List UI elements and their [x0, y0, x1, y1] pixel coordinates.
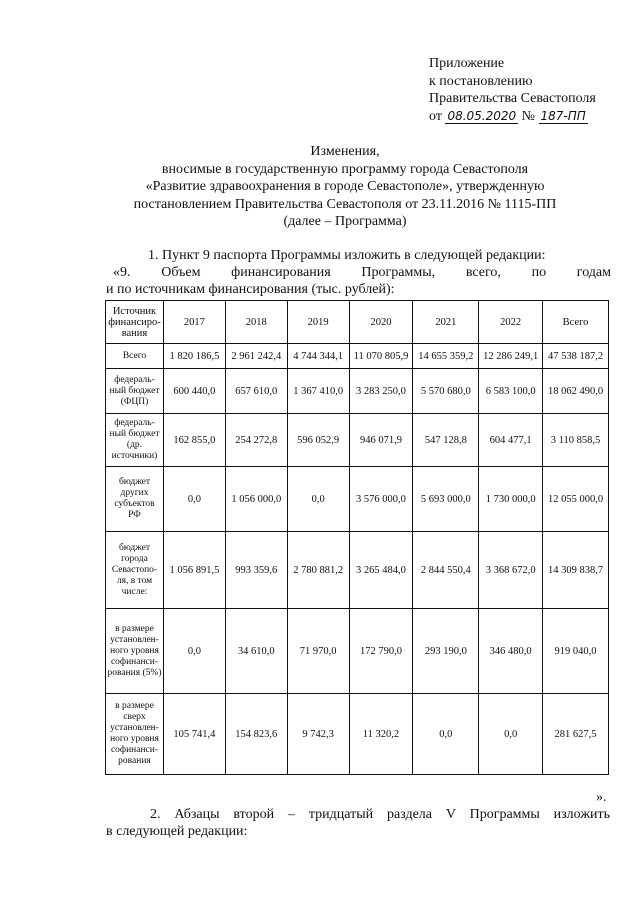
- row-label: бюджет других субъектов РФ: [106, 467, 164, 532]
- paragraph-2: «9. Объем финансирования Программы, всего, по годам: [113, 265, 611, 280]
- table-cell: 47 538 187,2: [543, 344, 609, 369]
- number-prefix: №: [521, 108, 536, 124]
- table-cell: 657 610,0: [225, 369, 287, 414]
- table-cell: 12 055 000,0: [543, 467, 609, 532]
- table-cell: 346 480,0: [479, 609, 543, 694]
- table-cell: 1 056 000,0: [225, 467, 287, 532]
- table-row: [106, 414, 609, 467]
- row-label: в размере сверх установлен-ного уровня софинанси-рования: [106, 694, 164, 775]
- table-row: [106, 694, 609, 775]
- table-cell: 946 071,9: [349, 414, 413, 467]
- table-cell: 5 693 000,0: [413, 467, 479, 532]
- table-row: [106, 344, 609, 369]
- appendix-line-2: к постановлению: [429, 73, 533, 89]
- header-total: Всего: [543, 301, 609, 344]
- table-cell: 919 040,0: [543, 609, 609, 694]
- table-cell: 3 265 484,0: [349, 532, 413, 609]
- header-2017: 2017: [163, 301, 225, 344]
- table-cell: 547 128,8: [413, 414, 479, 467]
- paragraph-1: 1. Пункт 9 паспорта Программы изложить в следующей редакции:: [148, 248, 546, 263]
- table-header-row: [106, 301, 609, 344]
- title-line-3: «Развитие здравоохранения в городе Севастополе», утвержденную: [145, 179, 545, 194]
- title-line-1: Изменения,: [310, 144, 380, 159]
- table-cell: 0,0: [479, 694, 543, 775]
- table-cell: 154 823,6: [225, 694, 287, 775]
- table-cell: 3 368 672,0: [479, 532, 543, 609]
- table-cell: 600 440,0: [163, 369, 225, 414]
- table-cell: 9 742,3: [287, 694, 349, 775]
- closing-quote: ».: [596, 790, 607, 805]
- table-cell: 14 309 838,7: [543, 532, 609, 609]
- table-cell: 3 576 000,0: [349, 467, 413, 532]
- table-cell: 5 570 680,0: [413, 369, 479, 414]
- document-title: [90, 143, 600, 231]
- table-row: [106, 609, 609, 694]
- row-label: Всего: [106, 344, 164, 369]
- table-cell: 6 583 100,0: [479, 369, 543, 414]
- table-cell: 4 744 344,1: [287, 344, 349, 369]
- paragraph-3: и по источникам финансирования (тыс. рублей):: [106, 282, 395, 297]
- table-cell: 18 062 490,0: [543, 369, 609, 414]
- table-cell: 162 855,0: [163, 414, 225, 467]
- table-cell: 1 820 186,5: [163, 344, 225, 369]
- table-cell: 71 970,0: [287, 609, 349, 694]
- table-cell: 11 070 805,9: [349, 344, 413, 369]
- table-row: [106, 532, 609, 609]
- table-row: [106, 369, 609, 414]
- table-cell: 1 056 891,5: [163, 532, 225, 609]
- table-cell: 12 286 249,1: [479, 344, 543, 369]
- table-cell: 1 367 410,0: [287, 369, 349, 414]
- header-2019: 2019: [287, 301, 349, 344]
- appendix-line-1: Приложение: [429, 56, 505, 71]
- title-line-2: вносимые в государственную программу города Севастополя: [161, 161, 529, 177]
- table-cell: 3 110 858,5: [543, 414, 609, 467]
- appendix-date-line: [429, 108, 596, 126]
- table-cell: 34 610,0: [225, 609, 287, 694]
- table-cell: 0,0: [163, 609, 225, 694]
- title-line-4: постановлением Правительства Севастополя от 23.11.2016 № 1115-ПП: [133, 196, 557, 212]
- row-label: бюджет города Севастопо-ля, в том числе:: [106, 532, 164, 609]
- header-2018: 2018: [225, 301, 287, 344]
- table-cell: 2 961 242,4: [225, 344, 287, 369]
- table-cell: 604 477,1: [479, 414, 543, 467]
- header-2022: 2022: [479, 301, 543, 344]
- table-cell: 0,0: [163, 467, 225, 532]
- row-label: федераль-ный бюджет (др. источники): [106, 414, 164, 467]
- paragraph-4: 2. Абзацы второй – тридцатый раздела V Программы изложить: [150, 807, 610, 822]
- number-value: 187-ПП: [540, 108, 586, 123]
- date-prefix: от: [429, 108, 442, 124]
- title-line-5: (далее – Программа): [283, 214, 407, 229]
- table-cell: 596 052,9: [287, 414, 349, 467]
- table-cell: 172 790,0: [349, 609, 413, 694]
- table-cell: 993 359,6: [225, 532, 287, 609]
- table-cell: 281 627,5: [543, 694, 609, 775]
- table-cell: 11 320,2: [349, 694, 413, 775]
- table-cell: 3 283 250,0: [349, 369, 413, 414]
- table-row: [106, 467, 609, 532]
- appendix-line-3: Правительства Севастополя: [429, 91, 596, 106]
- appendix-block: [429, 55, 596, 125]
- table-cell: 293 190,0: [413, 609, 479, 694]
- header-2021: 2021: [413, 301, 479, 344]
- table-cell: 2 844 550,4: [413, 532, 479, 609]
- header-source: Источник финансиро-вания: [106, 301, 164, 344]
- table-cell: 2 780 881,2: [287, 532, 349, 609]
- table-cell: 14 655 359,2: [413, 344, 479, 369]
- table-cell: 254 272,8: [225, 414, 287, 467]
- financing-table: [105, 300, 609, 775]
- row-label: в размере установлен-ного уровня софинанси-рования (5%): [106, 609, 164, 694]
- header-2020: 2020: [349, 301, 413, 344]
- table-cell: 0,0: [287, 467, 349, 532]
- paragraph-5: в следующей редакции:: [106, 824, 248, 839]
- table-cell: 0,0: [413, 694, 479, 775]
- table-cell: 1 730 000,0: [479, 467, 543, 532]
- date-value: 08.05.2020: [447, 108, 517, 123]
- table-cell: 105 741,4: [163, 694, 225, 775]
- row-label: федераль-ный бюджет (ФЦП): [106, 369, 164, 414]
